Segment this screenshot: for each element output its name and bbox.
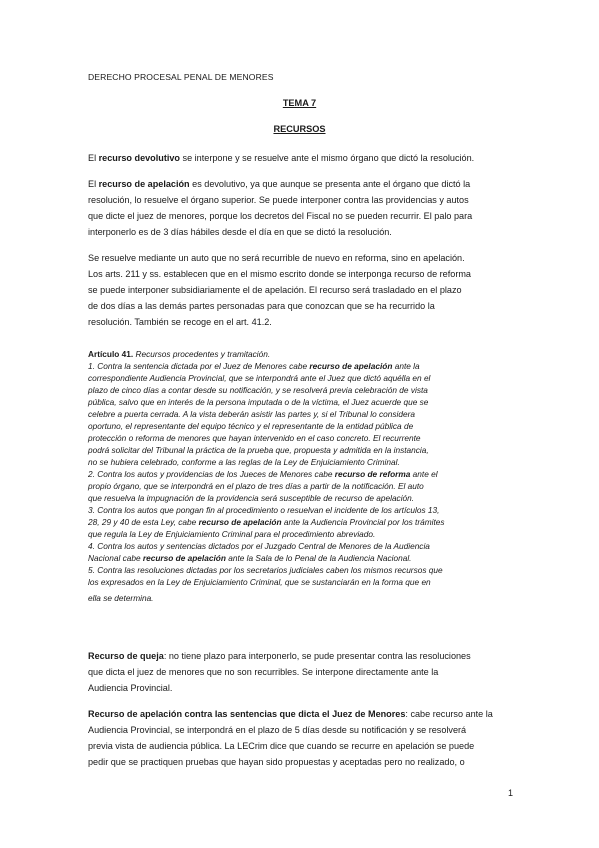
article-line: que regula la Ley de Enjuiciamiento Criminal para el procedimiento abreviado. <box>88 529 376 539</box>
section-title: RECURSOS <box>273 124 326 134</box>
document-header: DERECHO PROCESAL PENAL DE MENORES <box>88 72 274 82</box>
paragraph-recurso-queja <box>88 648 520 696</box>
paragraph-line: Se resuelve mediante un auto que no será recurrible de nuevo en reforma, sino en apelación. <box>88 253 465 263</box>
paragraph-line: resolución. También se recoge en el art. 41.2. <box>88 317 272 327</box>
article-line: Nacional cabe recurso de apelación ante la Sala de lo Penal de la Audiencia Nacional. <box>88 553 412 563</box>
paragraph-line: Recurso de queja: no tiene plazo para interponerlo, se pude presentar contra las resoluciones <box>88 651 471 661</box>
article-line: ella se determina. <box>88 593 154 603</box>
topic-title: TEMA 7 <box>282 98 317 108</box>
article-line: podrá solicitar del Tribunal la práctica de la prueba que, propuesta y admitida en la instancia, <box>88 445 429 455</box>
article-line: propio órgano, que se interpondrá en el plazo de tres días a partir de la notificación. El auto <box>88 481 424 491</box>
article-line: 1. Contra la sentencia dictada por el Juez de Menores cabe recurso de apelación ante la <box>88 361 420 371</box>
article-line: plazo de cinco días a contar desde su notificación, y se resolverá previa celebración de vista <box>88 385 428 395</box>
article-line: que resuelva la impugnación de la providencia será susceptible de recurso de apelación. <box>88 493 415 503</box>
paragraph-line: Recurso de apelación contra las sentencias que dicta el Juez de Menores: cabe recurso ante la <box>88 709 493 719</box>
article-41-block <box>88 348 520 604</box>
paragraph-line: El recurso devolutivo se interpone y se resuelve ante el mismo órgano que dictó la resolución. <box>88 153 475 163</box>
paragraph-line: se puede interponer subsidiariamente el de apelación. El recurso será trasladado en el plazo <box>88 285 462 295</box>
paragraph-auto-reforma <box>88 250 520 330</box>
paragraph-line: Los arts. 211 y ss. establecen que en el mismo escrito donde se interponga recurso de reforma <box>88 269 471 279</box>
article-line: correspondiente Audiencia Provincial, que se interpondrá ante el Juez que dictó aquélla en el <box>88 373 431 383</box>
article-line: protección o reforma de menores que hayan intervenido en el caso concreto. El recurrente <box>88 433 421 443</box>
paragraph-line: Audiencia Provincial, se interpondrá en el plazo de 5 días desde su notificación y se resolverá <box>88 725 467 735</box>
paragraph-line: interponerlo es de 3 días hábiles desde el día en que se dictó la resolución. <box>88 227 392 237</box>
article-line: 4. Contra los autos y sentencias dictados por el Juzgado Central de Menores de la Audiencia <box>88 541 430 551</box>
paragraph-line: de dos días a las demás partes personadas para que conozcan que se ha recurrido la <box>88 301 435 311</box>
paragraph-line: pedir que se practiquen pruebas que hayan sido propuestas y aceptadas pero no realizado, o <box>88 757 465 767</box>
article-line: celebre a puerta cerrada. A la vista deberán asistir las partes y, si el Tribunal lo considera <box>88 409 415 419</box>
paragraph-apelacion-sentencias <box>88 706 520 770</box>
article-heading: Artículo 41. Recursos procedentes y tramitación. <box>88 349 271 359</box>
article-line: oportuno, el representante del equipo técnico y el representante de la entidad pública de <box>88 421 414 431</box>
paragraph-line: que dicta el juez de menores que no son recurribles. Se interpone directamente ante la <box>88 667 439 677</box>
paragraph-line: resolución, lo resuelve el órgano superior. Se puede interponer contra las providencias y autos <box>88 195 469 205</box>
article-line: 3. Contra los autos que pongan fin al procedimiento o resuelvan el incidente de los artículos 13, <box>88 505 440 515</box>
article-line: no se hubiera celebrado, conforme a las reglas de la Ley de Enjuiciamiento Criminal. <box>88 457 400 467</box>
paragraph-line: previa vista de audiencia pública. La LECrim dice que cuando se recurre en apelación se puede <box>88 741 475 751</box>
page-number: 1 <box>508 788 514 798</box>
paragraph-line: Audiencia Provincial. <box>88 683 173 693</box>
article-line: los expresados en la Ley de Enjuiciamiento Criminal, que se sustanciarán en la forma que en <box>88 577 431 587</box>
article-line: 28, 29 y 40 de esta Ley, cabe recurso de apelación ante la Audiencia Provincial por los trámites <box>88 517 445 527</box>
paragraph-line: El recurso de apelación es devolutivo, ya que aunque se presenta ante el órgano que dictó la <box>88 179 471 189</box>
paragraph-recurso-devolutivo <box>88 150 520 166</box>
paragraph-line: que dicte el juez de menores, porque los decretos del Fiscal no se pueden recurrir. El palo para <box>88 211 473 221</box>
paragraph-recurso-apelacion <box>88 176 520 240</box>
article-line: 2. Contra los autos y providencias de los Jueces de Menores cabe recurso de reforma ante el <box>88 469 438 479</box>
article-line: pública, salvo que en interés de la persona imputada o de la víctima, el Juez acuerde que se <box>88 397 429 407</box>
article-line: 5. Contra las resoluciones dictadas por los secretarios judiciales caben los mismos recursos que <box>88 565 443 575</box>
